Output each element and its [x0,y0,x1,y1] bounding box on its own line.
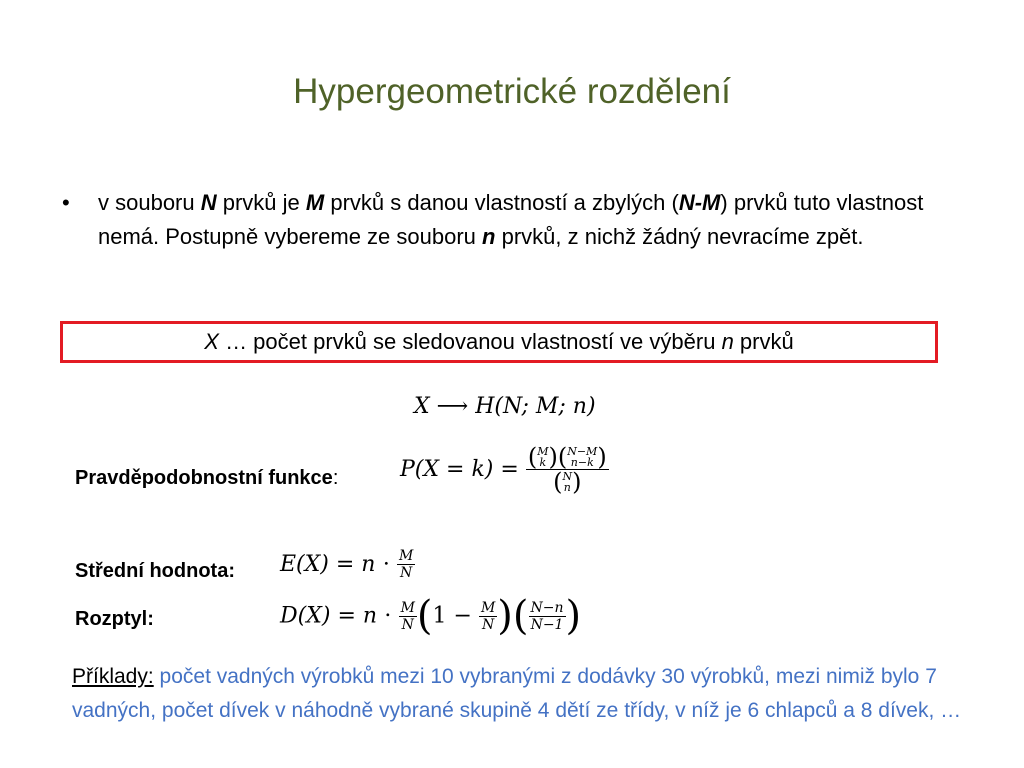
binom-NM-nk: ( N−M n−k ) [557,443,607,471]
examples-paragraph [72,660,962,728]
slide-title: Hypergeometrické rozdělení [293,72,731,111]
examples-lead: Příklady: [72,665,154,688]
one-minus: 1 − [432,603,479,629]
binom-bottom: n [563,481,571,494]
bullet-text [98,186,938,254]
binom-top: N−M [567,445,598,458]
variance-label: Rozptyl: [75,608,154,630]
binom-M-k: ( M k ) [527,443,558,471]
pmf-formula [400,445,609,494]
fraction-numerator: M [480,599,496,616]
symbol-X: X [414,394,430,419]
bullet-text-part: ) prvků tuto vlastnost nemá. Postupně vybereme ze souboru [98,190,924,249]
mean-denominator: N [400,565,413,581]
bullet-text-part: prvků, z nichž žádný nevracíme zpět. [495,224,864,249]
pmf-denominator [526,470,609,494]
arrow-icon: ⟶ [429,394,476,419]
pmf-numerator [526,445,609,470]
binom-bottom: k [539,456,547,469]
examples-text: počet vadných výrobků mezi 10 vybranými z dodávky 30 výrobků, mezi nimiž bylo 7 vadných, počet dívek v náhodně vybrané skupině 4 dětí ze třídy, v níž je 6 chlapců a 8 dívek, … [72,665,962,722]
pmf-colon: : [332,467,339,489]
variance-fraction-3 [529,600,566,633]
variance-formula [280,593,582,639]
binom-bottom: n−k [570,456,594,469]
binom-top: M [537,445,549,458]
binom-top: N [562,470,573,483]
symbol-N-M: N-M [678,190,721,215]
fraction-denominator: N−1 [530,616,564,633]
bullet-text-part: v souboru [98,190,201,215]
bullet-text-part: prvků s danou vlastností a zbylých ( [324,190,679,215]
variance-lhs: D(X) = n ⋅ [280,603,399,629]
left-paren: ( [416,593,433,639]
definition-text: … počet prvků se sledovanou vlastností ve výběru [218,329,722,354]
right-paren: ) [497,593,513,639]
mean-numerator: M [399,548,414,564]
mean-lhs: E(X) = n ⋅ [280,552,397,577]
mean-formula [280,548,415,581]
mean-fraction [397,548,415,581]
variance-fraction-2 [479,600,497,633]
symbol-N: N [200,190,217,215]
bullet-icon: • [62,190,70,215]
distribution-H: H(N; M; n) [475,394,596,419]
definition-box [60,321,938,363]
mean-label: Střední hodnota: [75,560,235,582]
definition-text: prvků [733,329,794,354]
symbol-n: n [721,329,734,354]
symbol-X: X [204,329,219,354]
binom-N-n: ( N n ) [553,468,582,496]
right-paren: ) [565,593,582,639]
fraction-numerator: N−n [530,599,564,616]
variance-fraction-1 [399,600,417,633]
fraction-denominator: N [401,616,414,633]
distribution-formula [414,394,596,419]
bullet-text-part: prvků je [216,190,306,215]
pmf-lhs: P(X = k) = [400,457,526,482]
pmf-label [75,467,338,490]
fraction-numerator: M [400,599,415,616]
left-paren: ( [512,593,529,639]
pmf-fraction [526,445,609,494]
symbol-M: M [305,190,325,215]
symbol-n: n [482,224,496,249]
pmf-label-text: Pravděpodobnostní funkce [75,467,333,489]
fraction-denominator: N [482,616,495,633]
